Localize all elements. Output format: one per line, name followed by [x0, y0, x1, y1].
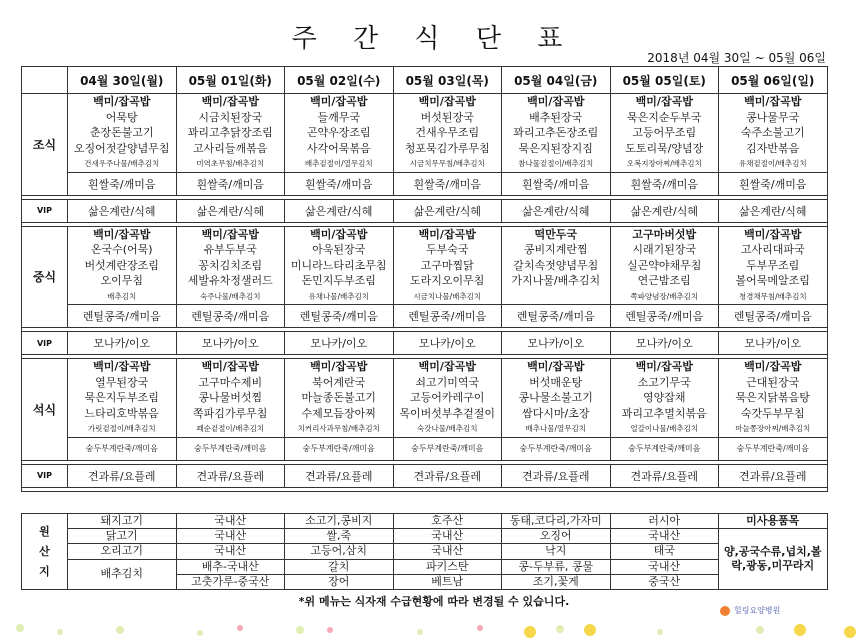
day-header: 05월 02일(수) — [285, 67, 394, 94]
vip-label: VIP — [22, 332, 68, 355]
menu-item: 숙갓두부무침 — [740, 406, 805, 420]
menu-item: 콩나물소불고기 — [518, 391, 593, 404]
porridge-cell: 렌틸콩죽/깨미음 — [176, 305, 285, 328]
vip-cell: 견과류/요플레 — [285, 464, 394, 487]
origin-cell: 태국 — [610, 544, 719, 559]
menu-item: 건새우주나물/배추김치 — [84, 159, 160, 168]
origin-cell: 국내산 — [176, 529, 285, 544]
menu-item: 배추겉절이/열무김치 — [304, 159, 373, 168]
vip-cell: 견과류/요플레 — [610, 464, 719, 487]
vip-cell: 모나카/이오 — [393, 332, 502, 355]
vip-cell: 삶은계란/식혜 — [285, 199, 394, 222]
porridge-cell: 숭두부계란죽/깨미음 — [502, 437, 611, 460]
porridge-cell: 흰쌀죽/깨미음 — [285, 172, 394, 195]
menu-item: 유채나물/배추김치 — [308, 291, 369, 301]
day-header: 05월 06일(일) — [719, 67, 828, 94]
menu-item: 미니라느타리초무침 — [290, 258, 387, 272]
menu-item: 볼어묵메알조림 — [735, 274, 810, 287]
row-gap — [22, 487, 828, 491]
porridge-cell: 숭두부계란죽/깨미음 — [176, 437, 285, 460]
corner-cell — [22, 67, 68, 94]
nonuse-title: 미사용품목 — [719, 514, 828, 529]
meal-label: 조식 — [22, 94, 68, 196]
menu-item: 백미/잡곡밥 — [635, 95, 693, 108]
day-header-row — [22, 67, 828, 94]
menu-item: 백미/잡곡밥 — [418, 360, 476, 373]
menu-item: 세발유차정샐러드 — [187, 274, 273, 287]
origin-cell: 국내산 — [610, 559, 719, 574]
porridge-cell: 흰쌀죽/깨미음 — [502, 172, 611, 195]
menu-item: 백미/잡곡밥 — [310, 227, 368, 241]
menu-cell — [719, 94, 828, 173]
menu-item: 백미/잡곡밥 — [527, 95, 585, 108]
menu-item: 버섯계란장조림 — [84, 258, 159, 272]
origin-cell: 국내산 — [393, 544, 502, 559]
menu-item: 쪽파양념장/배추김치 — [630, 291, 699, 301]
menu-item: 쌈다시마/초장 — [522, 406, 590, 420]
menu-item: 백미/잡곡밥 — [201, 360, 259, 373]
menu-item: 백미/잡곡밥 — [310, 95, 368, 108]
menu-cell — [285, 94, 394, 173]
menu-cell — [502, 226, 611, 305]
origin-cell: 쌀,죽 — [285, 529, 394, 544]
origin-cell: 동태,코다리,가자미 — [502, 514, 611, 529]
menu-item: 유부두부국 — [203, 243, 257, 256]
origin-row — [22, 559, 828, 574]
menu-item: 수제모듬장아찌 — [301, 406, 376, 420]
vip-cell: 모나카/이오 — [502, 332, 611, 355]
weekly-menu-table — [21, 66, 828, 492]
menu-item: 숙갓나물/배추김치 — [417, 424, 478, 433]
menu-cell — [68, 226, 177, 305]
origin-cell: 베트남 — [393, 574, 502, 589]
menu-item: 마늘쫑장아찌/배추김치 — [735, 424, 811, 433]
vip-cell: 견과류/요플레 — [68, 464, 177, 487]
origin-cell: 파키스탄 — [393, 559, 502, 574]
menu-item: 고구마버섯밥 — [632, 227, 697, 241]
origin-cell: 낙지 — [502, 544, 611, 559]
menu-item: 유채겉절이/배추김치 — [738, 159, 807, 168]
menu-item: 두부무조림 — [746, 258, 800, 272]
vip-row — [22, 464, 828, 487]
menu-cell — [176, 94, 285, 173]
porridge-cell: 숭두부계란죽/깨미음 — [285, 437, 394, 460]
menu-item: 쪽파김가루무침 — [193, 406, 268, 420]
logo-text: 힐링요양병원 — [734, 606, 781, 615]
menu-item: 숙주나물/배추김치 — [200, 291, 261, 301]
menu-item: 목이버섯부추겉절이 — [399, 406, 496, 420]
day-header: 05월 03일(목) — [393, 67, 502, 94]
porridge-cell: 흰쌀죽/깨미음 — [393, 172, 502, 195]
menu-item: 김자반볶음 — [746, 141, 800, 155]
menu-item: 꽈리고추닭장조림 — [187, 126, 273, 139]
porridge-cell: 숭두부계란죽/깨미음 — [393, 437, 502, 460]
menu-item: 들깨무국 — [317, 110, 360, 124]
day-header: 05월 01일(화) — [176, 67, 285, 94]
porridge-cell: 흰쌀죽/깨미음 — [68, 172, 177, 195]
vip-cell: 삶은계란/식혜 — [68, 199, 177, 222]
meal-row — [22, 226, 828, 305]
menu-item: 얼갈이나물/배추김치 — [630, 424, 699, 433]
meal-label: 석식 — [22, 359, 68, 461]
menu-item: 배추된장국 — [529, 110, 583, 124]
menu-item: 묵은지순두부국 — [627, 110, 702, 124]
menu-item: 춘장돈불고기 — [89, 126, 154, 139]
origin-cell: 장어 — [285, 574, 394, 589]
origin-cell: 국내산 — [176, 514, 285, 529]
menu-item: 아욱된장국 — [312, 243, 366, 256]
meal-label: 중식 — [22, 226, 68, 328]
menu-cell — [393, 359, 502, 438]
menu-cell — [285, 226, 394, 305]
menu-item: 백미/잡곡밥 — [418, 227, 476, 241]
menu-cell — [393, 226, 502, 305]
menu-cell — [285, 359, 394, 438]
menu-item: 어묵탕 — [105, 110, 138, 124]
menu-item: 참나물겉절이/배추김치 — [518, 159, 594, 168]
vip-cell: 모나카/이오 — [719, 332, 828, 355]
flower-border-decoration — [0, 608, 868, 638]
menu-item: 시금치무무침/배추김치 — [409, 159, 485, 168]
page-title: 주 간 식 단 표 — [291, 24, 577, 54]
menu-item: 고구마수제비 — [198, 375, 263, 389]
vip-label: VIP — [22, 199, 68, 222]
vip-row — [22, 199, 828, 222]
menu-item: 오복지장아찌/배추김치 — [626, 159, 702, 168]
porridge-cell: 렌틸콩죽/깨미음 — [68, 305, 177, 328]
menu-item: 묵은지된장지짐 — [518, 141, 593, 155]
vip-cell: 삶은계란/식혜 — [393, 199, 502, 222]
day-header: 04월 30일(월) — [68, 67, 177, 94]
menu-item: 시금치된장국 — [198, 110, 263, 124]
menu-item: 실곤약야채무침 — [627, 258, 702, 272]
menu-cell — [176, 359, 285, 438]
origin-cell: 배추-국내산 — [176, 559, 285, 574]
menu-item: 두부숙국 — [425, 243, 469, 256]
nonuse-items: 양,공국수류,넙치,볼락,광동,미꾸라지 — [719, 529, 828, 590]
porridge-cell: 렌틸콩죽/깨미음 — [719, 305, 828, 328]
menu-cell — [719, 226, 828, 305]
porridge-cell: 렌틸콩죽/깨미음 — [393, 305, 502, 328]
menu-item: 사각어묵볶음 — [306, 141, 371, 155]
origin-cell: 소고기,콩비지 — [285, 514, 394, 529]
day-header: 05월 05일(토) — [610, 67, 719, 94]
menu-cell — [68, 94, 177, 173]
menu-item: 콩나물무국 — [746, 110, 800, 124]
menu-item: 영양잡채 — [642, 391, 686, 404]
porridge-cell: 숭두부계란죽/깨미음 — [610, 437, 719, 460]
menu-item: 연근밤조림 — [637, 274, 691, 287]
menu-item: 근대된장국 — [746, 375, 800, 389]
porridge-row — [22, 305, 828, 328]
menu-item: 치커리사과무침/배추김치 — [297, 424, 380, 433]
porridge-cell: 렌틸콩죽/깨미음 — [502, 305, 611, 328]
menu-item: 곤약우장조림 — [306, 126, 371, 139]
porridge-cell: 흰쌀죽/깨미음 — [719, 172, 828, 195]
menu-item: 오징어젓갈양념무침 — [73, 141, 170, 155]
origin-cell: 고춧가루-중국산 — [176, 574, 285, 589]
origin-cell: 콩-두부류, 콩물 — [502, 559, 611, 574]
menu-item: 숙주소불고기 — [740, 126, 805, 139]
meal-row — [22, 94, 828, 173]
origin-cell: 고등어,삼치 — [285, 544, 394, 559]
menu-item: 느타리호박볶음 — [84, 406, 159, 420]
menu-item: 백미/잡곡밥 — [744, 227, 802, 241]
porridge-cell: 흰쌀죽/깨미음 — [610, 172, 719, 195]
day-header: 05월 04일(금) — [502, 67, 611, 94]
menu-item: 청포묵김가루무침 — [404, 141, 490, 155]
origin-row — [22, 544, 828, 559]
menu-item: 고사리대파국 — [740, 243, 805, 256]
menu-item: 시래기된장국 — [632, 243, 697, 256]
origin-label: 원 산 지 — [22, 514, 68, 590]
menu-cell — [502, 359, 611, 438]
menu-item: 꽁치김치조림 — [198, 258, 263, 272]
meal-row — [22, 359, 828, 438]
menu-item: 묵은지두부조림 — [84, 391, 159, 404]
menu-item: 묵은지닭볶음탕 — [735, 391, 810, 404]
vip-cell: 모나카/이오 — [176, 332, 285, 355]
menu-item: 꽈리고추멸치볶음 — [621, 406, 707, 420]
menu-cell — [176, 226, 285, 305]
menu-item: 떡만두국 — [534, 227, 577, 241]
menu-item: 백미/잡곡밥 — [744, 360, 802, 373]
menu-cell — [610, 359, 719, 438]
menu-item: 백미/잡곡밥 — [93, 360, 151, 373]
menu-item: 고등어카레구이 — [410, 391, 485, 404]
menu-item: 오이무침 — [100, 274, 143, 287]
vip-row — [22, 332, 828, 355]
menu-item: 배추김치 — [107, 291, 137, 301]
origin-cell: 갈치 — [285, 559, 394, 574]
menu-item: 시금치나물/배추김치 — [413, 291, 482, 301]
menu-cell — [502, 94, 611, 173]
menu-cell — [393, 94, 502, 173]
menu-item: 백미/잡곡밥 — [744, 95, 802, 108]
origin-row — [22, 514, 828, 529]
origin-cell: 오리고기 — [68, 544, 177, 559]
menu-item: 백미/잡곡밥 — [93, 95, 151, 108]
menu-item: 꽈리고추돈장조림 — [513, 126, 599, 139]
menu-item: 백미/잡곡밥 — [93, 227, 151, 241]
vip-cell: 견과류/요플레 — [176, 464, 285, 487]
origin-table — [21, 513, 828, 590]
menu-item: 백미/잡곡밥 — [418, 95, 476, 108]
menu-item: 가릿겉절이/배추김치 — [87, 424, 156, 433]
notice-text: *위 메뉴는 식자재 수급현황에 따라 변경될 수 있습니다. — [298, 595, 570, 608]
menu-item: 온국수(어묵) — [90, 243, 153, 256]
porridge-row — [22, 172, 828, 195]
menu-item: 고구마찜닭 — [420, 258, 474, 272]
vip-cell: 견과류/요플레 — [719, 464, 828, 487]
vip-cell: 견과류/요플레 — [502, 464, 611, 487]
menu-item: 북어계란국 — [312, 375, 366, 389]
menu-item — [502, 289, 610, 305]
porridge-cell: 숭두부계란죽/깨미음 — [719, 437, 828, 460]
origin-cell: 국내산 — [176, 544, 285, 559]
menu-item: 버섯된장국 — [420, 110, 474, 124]
menu-item: 도라지오이무침 — [410, 274, 485, 287]
menu-item: 콩비지계란찜 — [523, 243, 588, 256]
date-range: 2018년 04월 30일 ~ 05월 06일 — [647, 51, 826, 65]
menu-item: 도토리묵/양념장 — [625, 141, 704, 155]
menu-item: 고등어무조림 — [632, 126, 697, 139]
porridge-cell: 렌틸콩죽/깨미음 — [610, 305, 719, 328]
vip-cell: 삶은계란/식혜 — [610, 199, 719, 222]
origin-cell: 러시아 — [610, 514, 719, 529]
menu-cell — [68, 359, 177, 438]
menu-item: 소고기무국 — [637, 375, 691, 389]
origin-row — [22, 529, 828, 544]
menu-item: 백미/잡곡밥 — [201, 95, 259, 108]
vip-cell: 견과류/요플레 — [393, 464, 502, 487]
vip-cell: 모나카/이오 — [285, 332, 394, 355]
porridge-cell: 숭두부계란죽/깨미음 — [68, 437, 177, 460]
origin-cell: 조기,꽃게 — [502, 574, 611, 589]
origin-cell: 국내산 — [610, 529, 719, 544]
porridge-cell: 흰쌀죽/깨미음 — [176, 172, 285, 195]
menu-item: 백미/잡곡밥 — [527, 360, 585, 373]
porridge-row — [22, 437, 828, 460]
vip-label: VIP — [22, 464, 68, 487]
porridge-cell: 렌틸콩죽/깨미음 — [285, 305, 394, 328]
menu-cell — [610, 226, 719, 305]
menu-item: 콩나물버섯찜 — [198, 391, 263, 404]
origin-cell: 오징어 — [502, 529, 611, 544]
menu-item: 백미/잡곡밥 — [310, 360, 368, 373]
origin-cell: 돼지고기 — [68, 514, 177, 529]
menu-item: 건새우무조림 — [415, 126, 480, 139]
origin-cell: 호주산 — [393, 514, 502, 529]
menu-item: 갈치속젓양념무침 — [513, 258, 599, 272]
menu-item: 마늘종돈불고기 — [301, 391, 376, 404]
menu-item: 미역초무침/배추김치 — [196, 159, 265, 168]
origin-cell: 국내산 — [393, 529, 502, 544]
menu-item: 배추나물/열무김치 — [525, 424, 586, 433]
vip-cell: 모나카/이오 — [610, 332, 719, 355]
menu-item: 백미/잡곡밥 — [635, 360, 693, 373]
vip-cell: 삶은계란/식혜 — [176, 199, 285, 222]
menu-cell — [610, 94, 719, 173]
menu-item: 돈민지두부조림 — [301, 274, 376, 287]
menu-item: 꽤순겉절이/배추김치 — [196, 424, 265, 433]
origin-cell: 배추김치 — [68, 559, 177, 589]
vip-cell: 모나카/이오 — [68, 332, 177, 355]
menu-item: 쇠고기미역국 — [415, 375, 480, 389]
menu-item: 백미/잡곡밥 — [201, 227, 259, 241]
vip-cell: 삶은계란/식혜 — [502, 199, 611, 222]
origin-cell: 닭고기 — [68, 529, 177, 544]
origin-cell: 중국산 — [610, 574, 719, 589]
menu-item: 열무된장국 — [95, 375, 149, 389]
menu-cell — [719, 359, 828, 438]
menu-item: 가지나물/배추김치 — [511, 274, 601, 287]
menu-item: 청경채무침/배추김치 — [738, 291, 807, 301]
menu-item: 고사리들깨볶음 — [193, 141, 268, 155]
vip-cell: 삶은계란/식혜 — [719, 199, 828, 222]
menu-item: 버섯매운탕 — [529, 375, 583, 389]
